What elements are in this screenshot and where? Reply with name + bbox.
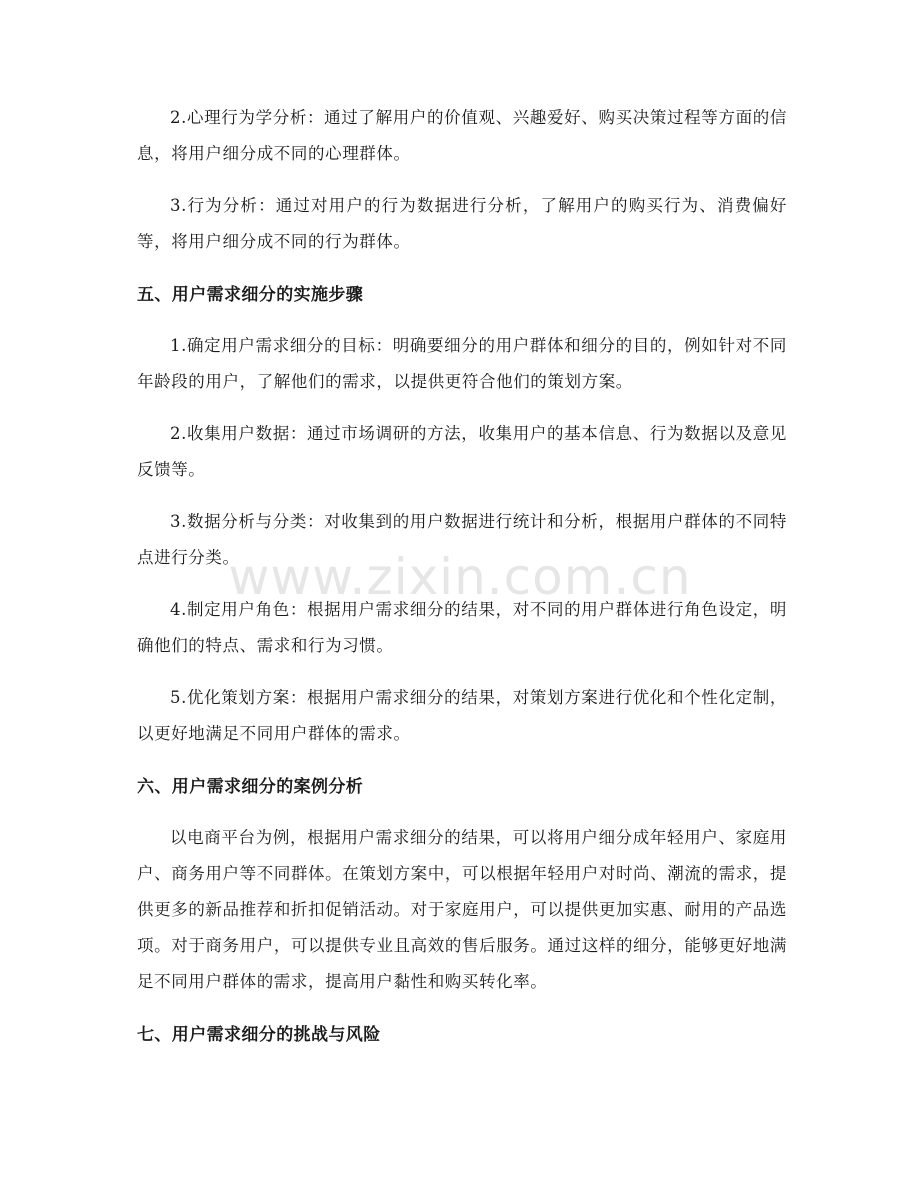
paragraph-step-4: 4.制定用户角色：根据用户需求细分的结果，对不同的用户群体进行角色设定，明确他们的特点、需求和行为习惯。 xyxy=(137,600,787,655)
paragraph-step-2: 2.收集用户数据：通过市场调研的方法，收集用户的基本信息、行为数据以及意见反馈等。 xyxy=(137,424,787,479)
paragraph-step-1: 1.确定用户需求细分的目标：明确要细分的用户群体和细分的目的，例如针对不同年龄段的用户，了解他们的需求，以提供更符合他们的策划方案。 xyxy=(137,336,787,391)
section-heading-6: 六、用户需求细分的案例分析 xyxy=(137,777,364,797)
document-page xyxy=(137,100,787,1068)
paragraph-case-study: 以电商平台为例，根据用户需求细分的结果，可以将用户细分成年轻用户、家庭用户、商务用户等不同群体。在策划方案中，可以根据年轻用户对时尚、潮流的需求，提供更多的新品推荐和折扣促销活动。对于家庭用户，可以提供更加实惠、耐用的产品选项。对于商务用户，可以提供专业且高效的售后服务。通过这样的细分，能够更好地满足不同用户群体的需求，提高用户黏性和购买转化率。 xyxy=(137,828,787,991)
paragraph-step-5: 5.优化策划方案：根据用户需求细分的结果，对策划方案进行优化和个性化定制，以更好地满足不同用户群体的需求。 xyxy=(137,688,787,743)
section-heading-5: 五、用户需求细分的实施步骤 xyxy=(137,285,364,305)
paragraph-behavior-analysis: 3.行为分析：通过对用户的行为数据进行分析，了解用户的购买行为、消费偏好等，将用户细分成不同的行为群体。 xyxy=(137,196,787,251)
paragraph-step-3: 3.数据分析与分类：对收集到的用户数据进行统计和分析，根据用户群体的不同特点进行分类。 xyxy=(137,512,787,567)
watermark-text: www.zixin.com.cn xyxy=(228,548,692,606)
section-heading-7: 七、用户需求细分的挑战与风险 xyxy=(137,1025,381,1045)
paragraph-psychology-analysis: 2.心理行为学分析：通过了解用户的价值观、兴趣爱好、购买决策过程等方面的信息，将用户细分成不同的心理群体。 xyxy=(137,108,787,163)
